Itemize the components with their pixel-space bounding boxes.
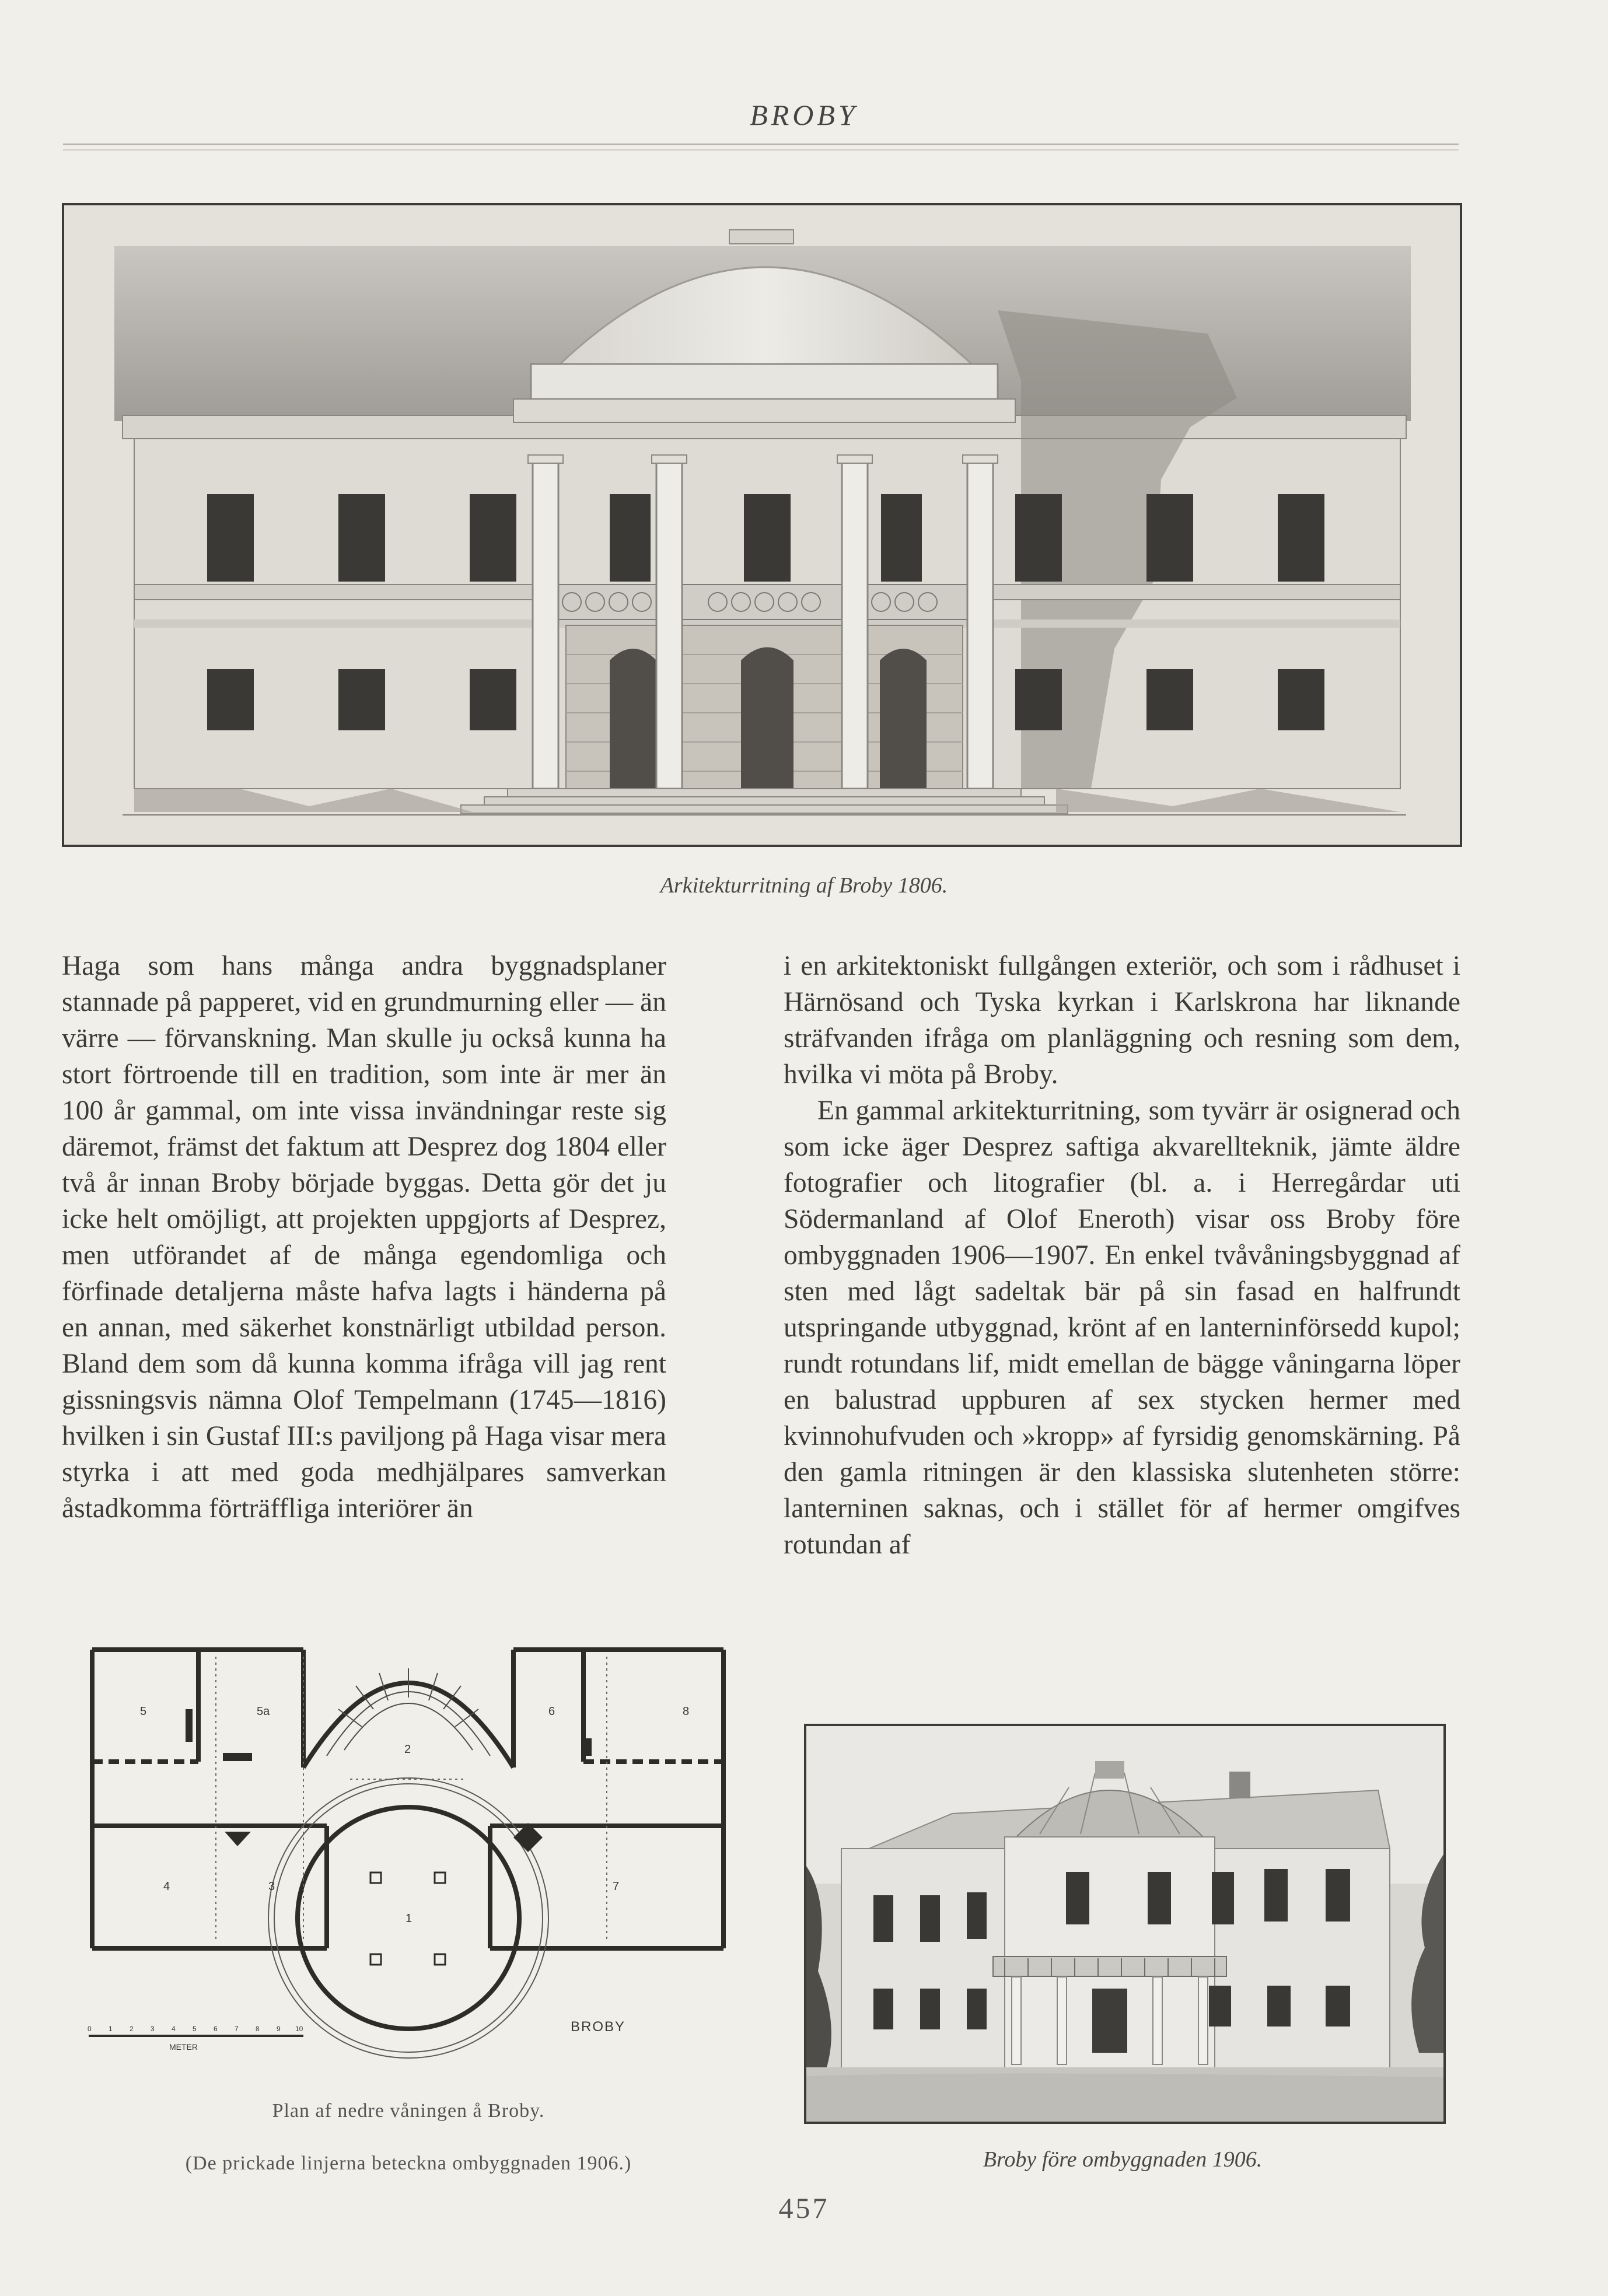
window [338,669,385,730]
svg-text:4: 4 [172,2025,176,2033]
room-label: 5 [140,1705,147,1718]
scale-bar [88,2025,303,2052]
window [1278,669,1324,730]
column [656,462,682,789]
paragraph: i en arkitektoniskt fullgången exteriör, och som i rådhuset i Härnösand och Tyska kyrkan i Karlskrona har liknande sträfvanden ifråga om planläggning och resning som dem, hvilka vi möta på Broby. [784,951,1460,1090]
window [610,494,651,582]
text-column-right [784,948,1460,1563]
window [1015,494,1062,582]
paragraph: En gammal arkitekturritning, som tyvärr är osignerad och som icke äger Desprez saftiga akvarellteknik, jämte äldre fotografier och litografier (bl. a. i Herregårdar uti Södermanland af Olof Eneroth) visar oss Broby före ombyggnaden 1906—1907. En enkel tvåvåningsbyggnad af sten med lågt sadeltak bär på sin fasad en halfrundt utspringande utbyggnad, krönt af en lanterninförsedd kupol; rundt rotundans lif, midt emellan de bägge våningarna löper en balustrad uppburen af sex stycken hermer med kvinnohufvuden och »kropp» af fyrsidig genomskärning. På den gamla ritningen är den klassiska slutenheten större: lanterninen saknas, och i stället för af hermer omgifves rotundan af [784,1096,1460,1560]
arched-door [741,648,793,795]
window [338,494,385,582]
paragraph: Haga som hans många andra byggnadsplaner stannade på papperet, vid en grundmurning eller — än värre — förvanskning. Man skulle ju också kunna ha stort förtroende till en tradition, som inte är mer än 100 år gammal, om inte vissa invändningar reste sig däremot, främst det faktum att Desprez dog 1804 eller två år innan Broby började byggas. Detta gör det ju icke helt omöjligt, att projekten uppgjorts af Desprez, men utförandet af de många egendomliga och förfinade detaljerna måste hafva lagts i händerna på en annan, med säkerhet konstnärligt utbildad person. Bland dem som då kunna komma ifråga vill jag rent gissningsvis nämna Olof Tempelmann (1745—1816) hvilken i sin Gustaf III:s paviljong på Haga visar mera styrka i att med goda medhjälpares samverkan åstadkomma förträffliga interiörer än [62,951,666,1524]
header-rule-thin [63,149,1459,150]
svg-text:8: 8 [256,2025,260,2033]
floor-plan-note: (De prickade linjerna beteckna ombyggnaden 1906.) [185,2152,632,2174]
arched-door [880,649,927,794]
photo-figure [804,1724,1446,2124]
column [533,462,558,789]
arched-door [610,649,656,794]
window [470,669,516,730]
window [1146,494,1193,582]
floor-plan-drawing [82,1639,735,2071]
facade-drawing [64,205,1460,845]
floor-plan-caption: Plan af nedre våningen å Broby. [272,2100,545,2122]
svg-text:6: 6 [214,2025,218,2033]
svg-text:7: 7 [235,2025,239,2033]
room-label: 6 [548,1705,555,1718]
figure-caption-top: Arkitekturritning af Broby 1806. [660,873,948,898]
svg-text:2: 2 [130,2025,134,2033]
scale-unit: METER [169,2042,198,2052]
svg-text:0: 0 [88,2025,92,2033]
svg-text:1: 1 [109,2025,113,2033]
floor-plan-figure [82,1639,735,2071]
svg-text:10: 10 [295,2025,303,2033]
window [744,494,791,582]
window [207,669,254,730]
running-head: BROBY [750,99,858,131]
window [1278,494,1324,582]
window [1146,669,1193,730]
window [1015,669,1062,730]
text-column-left [62,948,666,1527]
room-label: 3 [268,1880,275,1893]
window [881,494,922,582]
room-label: 1 [406,1912,413,1925]
svg-text:5: 5 [193,2025,197,2033]
column [842,462,868,789]
svg-text:9: 9 [277,2025,281,2033]
column [967,462,993,789]
window [470,494,516,582]
photo-caption: Broby före ombyggnaden 1906. [983,2147,1263,2172]
window [207,494,254,582]
room-label: 4 [163,1880,170,1893]
room-label: 8 [683,1705,690,1718]
balustrade [548,584,980,620]
broby-photo [806,1726,1443,2122]
room-label: 5a [257,1705,270,1718]
header-rule [63,144,1459,145]
svg-text:3: 3 [151,2025,155,2033]
room-label: 7 [613,1880,620,1893]
architecture-drawing-figure [62,203,1462,847]
page-number: 457 [778,2192,830,2224]
room-label: 2 [404,1743,411,1756]
plan-label: BROBY [571,2019,626,2035]
